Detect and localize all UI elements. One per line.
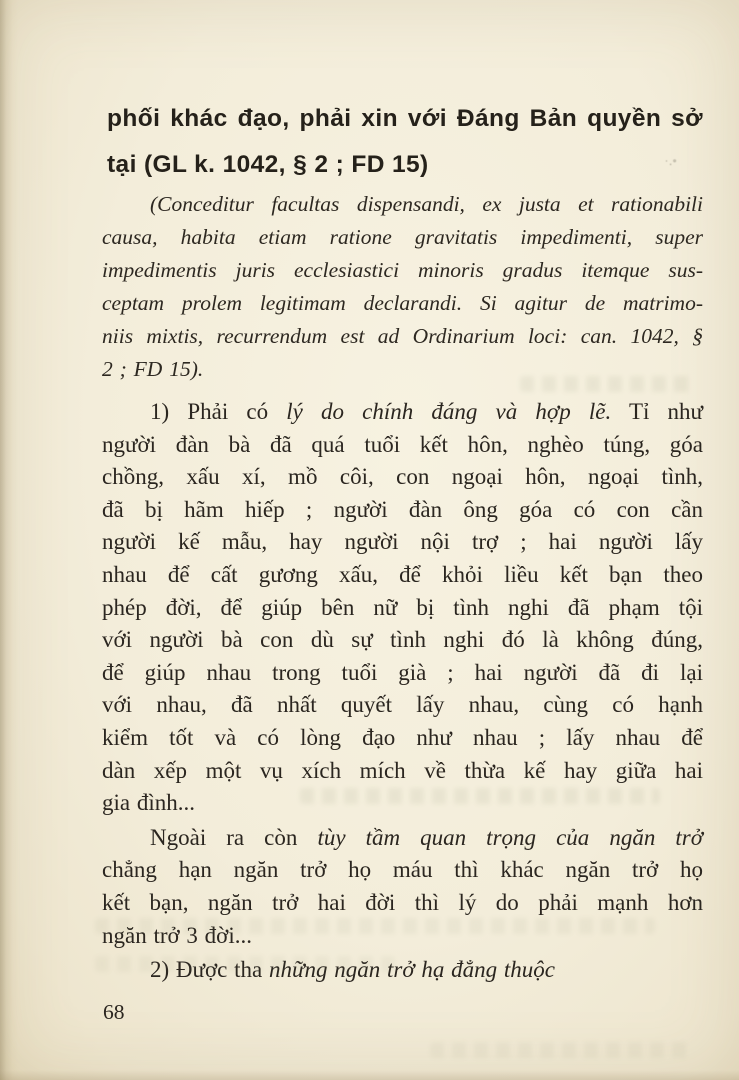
page-edge-shadow xyxy=(0,1070,739,1080)
text-line: 1) Phải có lý do chính đáng và hợp lẽ. Tỉ như xyxy=(150,399,704,424)
text-line: người kế mẫu, hay người nội trợ ; hai người lấy xyxy=(102,529,703,555)
text-line: nhau để cất gương xấu, để khỏi liều kết bạn theo xyxy=(102,561,703,587)
text-line: 2 ; FD 15). xyxy=(102,357,204,381)
text-line: ceptam prolem legitimam declarandi. Si agitur de matrimo- xyxy=(102,291,703,315)
text-line: (Conceditur facultas dispensandi, ex justa et rationabili xyxy=(150,192,703,216)
text-line: đã bị hãm hiếp ; người đàn ông góa có con cần xyxy=(102,496,703,522)
latin-quote xyxy=(102,188,703,386)
text-line: chồng, xấu xí, mồ côi, con ngoại hôn, ngoại tình, xyxy=(102,464,703,490)
importance-paragraph xyxy=(102,822,703,952)
text-line: 2) Được tha những ngăn trở hạ đẳng thuộc xyxy=(150,957,555,983)
page-gutter-shadow xyxy=(0,0,18,1080)
text-column xyxy=(102,96,703,987)
text-line: tại (GL k. 1042, § 2 ; FD 15) xyxy=(107,151,429,178)
text-line: gia đình... xyxy=(102,790,195,816)
text-line: phối khác đạo, phải xin với Đáng Bản quyền sở xyxy=(107,105,703,132)
text-line: kết bạn, ngăn trở hai đời thì lý do phải mạnh hơn xyxy=(102,889,703,915)
text-line: causa, habita etiam ratione gravitatis impedimenti, super xyxy=(102,225,703,249)
text-line: Ngoài ra còn tùy tầm quan trọng của ngăn trở xyxy=(150,824,703,850)
page-number: 68 xyxy=(103,1000,125,1024)
point-2-paragraph xyxy=(102,954,703,987)
text-line: chẳng hạn ngăn trở họ máu thì khác ngăn trở họ xyxy=(102,857,703,883)
text-line: người đàn bà đã quá tuổi kết hôn, nghèo túng, góa xyxy=(102,431,703,457)
text-line: với nhau, đã nhất quyết lấy nhau, cùng có hạnh xyxy=(102,692,703,718)
text-line: impedimentis juris ecclesiastici minoris gradus itemque sus- xyxy=(102,258,703,282)
text-line: dàn xếp một vụ xích mích về thừa kế hay giữa hai xyxy=(102,757,703,783)
text-line: ngăn trở 3 đời... xyxy=(102,922,252,948)
point-1-paragraph xyxy=(102,396,703,820)
text-line: niis mixtis, recurrendum est ad Ordinarium loci: can. 1042, § xyxy=(102,324,703,348)
text-line: phép đời, để giúp bên nữ bị tình nghi đã phạm tội xyxy=(102,594,703,620)
text-line: kiểm tốt và có lòng đạo như nhau ; lấy nhau để xyxy=(102,724,703,750)
section-heading xyxy=(102,96,703,188)
text-line: với người bà con dù sự tình nghi đó là không đúng, xyxy=(102,627,703,653)
show-through-smudge xyxy=(430,1042,690,1058)
ink-speck: ˙·˚ xyxy=(664,160,678,171)
text-line: để giúp nhau trong tuổi già ; hai người đã đi lại xyxy=(102,659,703,685)
